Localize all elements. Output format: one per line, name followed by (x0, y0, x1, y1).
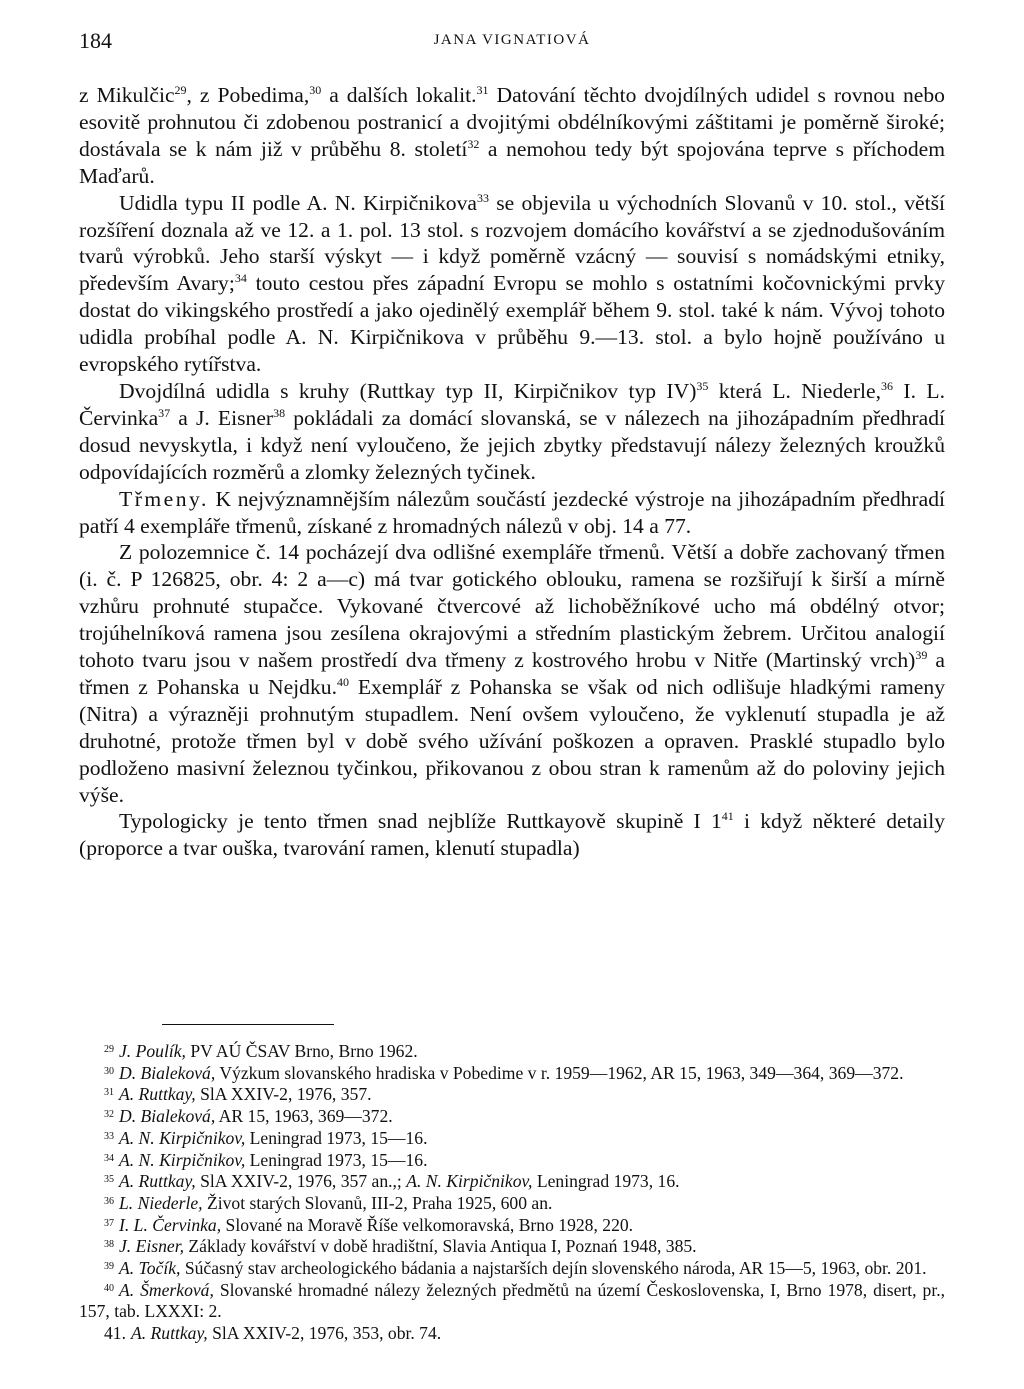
footnote-author: A. Točík, (119, 1258, 181, 1279)
footnote-number: 39 (104, 1261, 114, 1273)
footnote-author: I. L. Červinka, (119, 1214, 222, 1235)
footnote-number: 40 (104, 1282, 114, 1294)
footnote (79, 1150, 945, 1172)
footnote-author: A. N. Kirpičnikov, (119, 1149, 246, 1170)
footnote-text: Leningrad 1973, 15—16. (245, 1149, 428, 1170)
text-run: z Mikulčic (79, 83, 175, 107)
text-run: Typologicky je tento třmen snad nejblíže Ruttkayově skupině I 1 (119, 809, 722, 834)
footnote-text: AR 15, 1963, 369—372. (215, 1106, 393, 1127)
footnote (79, 1236, 945, 1258)
text-run: a dalších lokalit. (321, 83, 477, 107)
text-run: pokládali za domácí slovanská, se v nálezech na jihozápadním předhradí dosud nevyskytla, i když není vyloučeno, že jejich zbytky představují nálezy železných kroužků odpovídajících rozměrů a zlomky železných tyčinek. (79, 405, 946, 484)
footnote-text: Slované na Moravě Říše velkomoravská, Brno 1928, 220. (221, 1214, 634, 1235)
paragraph-1 (79, 82, 945, 190)
footnote (79, 1193, 945, 1215)
text-run: touto cestou přes západní Evropu se mohlo s ostatními kočovnickými prvky dostat do vikingského prostředí a jako ojedinělý exemplář během 9. stol. také k nám. Vývoj tohoto udidla probíhal podle A. N. Kirpičnikova v průběhu 9.—13. stol. a bylo hojně používáno u evropského rytířstva. (79, 271, 946, 377)
text-run: Datování těchto dvojdílných udidel s rovnou nebo esovitě prohnutou či zdobenou postranicí a dvojitými obdélníkovými záštitami je poměrně široké; dostávala se k nám již v průběhu 8. století (79, 83, 945, 161)
text-run: a nemohou tedy být spojována teprve s příchodem Maďarů. (79, 136, 945, 188)
footnote-ref: 37 (158, 405, 171, 420)
paragraph-4 (79, 486, 945, 540)
footnote-author: A. Ruttkay, (119, 1171, 196, 1192)
paragraph-5 (79, 539, 945, 808)
footnote (79, 1128, 945, 1150)
text-run: se objevila u východních Slovanů v 10. stol., větší rozšíření doznala až ve 12. a 1. pol. 13 stol. s rozvojem domácího kovářství a se zjednodušováním tvarů výrobků. Jeho starší výskyt — i když poměrně vzácný — souvisí s nomádskými etniky, především Avary; (79, 190, 946, 296)
footnote-divider (162, 1024, 334, 1025)
footnote-number: 41. (104, 1323, 126, 1344)
text-run: Dvojdílná udidla s kruhy (Ruttkay typ II, Kirpičnikov typ IV) (119, 378, 697, 403)
footnote-ref: 36 (881, 378, 894, 393)
footnote-author: A. N. Kirpičnikov, (406, 1171, 533, 1192)
footnote-text: Základy kovářství v době hradištní, Slavia Antiqua I, Poznań 1948, 385. (184, 1236, 697, 1257)
page-number: 184 (79, 28, 112, 53)
footnote-ref: 35 (696, 378, 709, 393)
footnote (79, 1171, 945, 1193)
footnote-text: SlA XXIV-2, 1976, 357 an.,; (195, 1171, 407, 1192)
paragraph-2 (79, 190, 945, 378)
footnote-ref: 41 (721, 809, 734, 824)
footnote (79, 1106, 945, 1128)
footnote-number: 38 (104, 1239, 114, 1251)
text-run: Udidla typu II podle A. N. Kirpičnikova (119, 190, 477, 215)
footnote-author: D. Bialeková, (119, 1106, 216, 1127)
section-lead: Třmeny. (119, 486, 209, 511)
footnote-author: D. Bialeková, (119, 1062, 216, 1083)
footnote-number: 34 (104, 1152, 114, 1164)
footnote-ref: 33 (476, 190, 489, 205)
text-run: Exemplář z Pohanska se však od nich odlišuje hladkými rameny (Nitra) a výrazněji prohnutým stupadlem. Není ovšem vyloučeno, že vyklenutí stupadla je až druhotné, protože třmen byl v době svého užívání poškozen a opraven. Prasklé stupadlo bylo podloženo masivní železnou tyčinkou, přikovanou z obou stran k ramenům až do poloviny jejich výše. (79, 674, 945, 807)
footnote-number: 35 (104, 1174, 114, 1186)
footnote-ref: 39 (915, 648, 928, 663)
footnote-number: 36 (104, 1195, 114, 1207)
footnotes (79, 1041, 945, 1345)
footnote-author: A. Ruttkay, (131, 1323, 208, 1344)
page-header (79, 28, 945, 58)
text-run: Z polozemnice č. 14 pocházejí dva odlišné exempláře třmenů. Větší a dobře zachovaný třmen (i. č. P 126825, obr. 4: 2 a—c) má tvar gotického oblouku, ramena se rozšiřují k širší a mírně vzhůru prohnuté stupačce. Vykované čtvercové až lichoběžníkové ucho má obdélný otvor; trojúhelníková ramena jsou zesílena okrajovými a středním plastickým žebrem. Určitou analogií tohoto tvaru jsou v našem prostředí dva třmeny z kostrového hrobu v Nitře (Martinský vrch) (79, 540, 945, 673)
footnote (79, 1258, 945, 1280)
footnote (79, 1215, 945, 1237)
footnote-ref: 30 (309, 83, 322, 97)
footnote-author: A. Šmerková, (119, 1279, 214, 1300)
footnote-text: SlA XXIV-2, 1976, 353, obr. 74. (207, 1323, 442, 1344)
footnote (79, 1323, 945, 1345)
footnote-text: Leningrad 1973, 15—16. (245, 1127, 428, 1148)
text-run: I. L. Červinka (79, 378, 945, 430)
text-run: K nejvýznamnějším nálezům součástí jezdecké výstroje na jihozápadním předhradí patří 4 exempláře třmenů, získané z hromadných nálezů v obj. 14 a 77. (79, 486, 945, 538)
footnote-ref: 32 (467, 136, 480, 151)
footnote-author: A. Ruttkay, (119, 1084, 196, 1105)
footnote-number: 37 (104, 1217, 114, 1229)
footnote (79, 1280, 945, 1323)
footnote-text: Leningrad 1973, 16. (532, 1171, 680, 1192)
footnote-number: 31 (104, 1087, 114, 1099)
footnote-text: Slovanské hromadné nálezy železných předmětů na území Československa, I, Brno 1978, disert, pr., 157, tab. LXXXI: 2. (79, 1279, 946, 1322)
footnote-text: SlA XXIV-2, 1976, 357. (195, 1084, 372, 1105)
footnote (79, 1041, 945, 1063)
footnote-text: Súčasný stav archeologického bádania a najstarších dejín slovenského národa, AR 15—5, 1963, obr. 201. (180, 1258, 927, 1279)
text-run: , z Pobedima, (186, 83, 310, 107)
text-run: a J. Eisner (170, 405, 274, 430)
footnote-ref: 34 (234, 271, 247, 286)
footnote-text: Výzkum slovanského hradiska v Pobedime v r. 1959—1962, AR 15, 1963, 349—364, 369—372. (215, 1062, 904, 1083)
footnote-text: Život starých Slovanů, III-2, Praha 1925, 600 an. (202, 1192, 553, 1213)
footnote (79, 1084, 945, 1106)
footnote-number: 33 (104, 1130, 114, 1142)
footnote-author: L. Niederle, (119, 1192, 203, 1213)
text-run: i když některé detaily (proporce a tvar ouška, tvarování ramen, klenutí stupadla) (79, 809, 945, 861)
footnote (79, 1063, 945, 1085)
text-run: která L. Niederle, (708, 378, 882, 403)
footnote-ref: 40 (336, 674, 349, 689)
footnote-author: J. Eisner, (119, 1236, 184, 1257)
paragraph-6 (79, 808, 945, 862)
footnote-author: A. N. Kirpičnikov, (119, 1127, 246, 1148)
footnote-number: 29 (104, 1044, 114, 1055)
footnote-ref: 29 (174, 83, 187, 97)
footnote-text: PV AÚ ČSAV Brno, Brno 1962. (185, 1041, 418, 1061)
paragraph-3 (79, 378, 945, 486)
footnote-number: 32 (104, 1109, 114, 1121)
footnote-ref: 31 (476, 83, 489, 97)
text-run: a třmen z Pohanska u Nejdku. (79, 648, 945, 699)
footnote-number: 30 (104, 1065, 114, 1077)
footnote-ref: 38 (273, 405, 286, 420)
running-head: JANA VIGNATIOVÁ (433, 32, 591, 48)
footnote-author: J. Poulík, (119, 1041, 186, 1061)
main-text (79, 82, 945, 862)
